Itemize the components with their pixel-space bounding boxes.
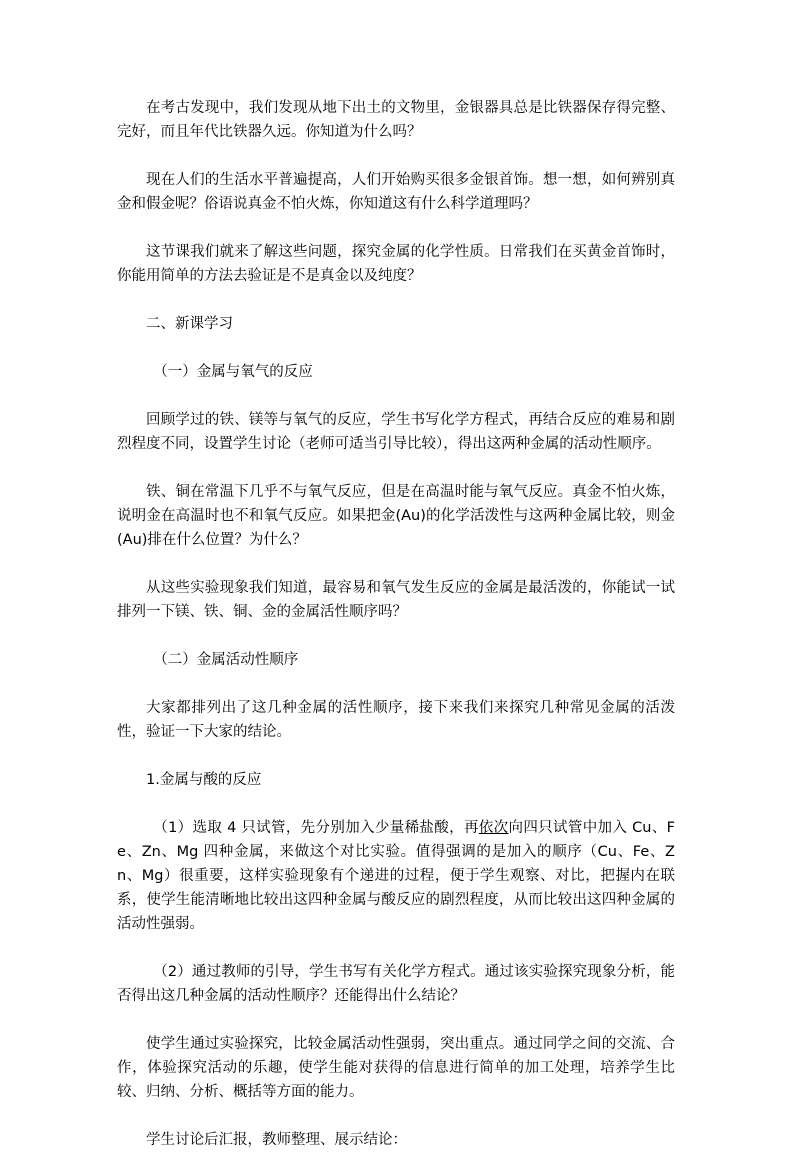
experiment-text-end: 向四只试管中加入 Cu、Fe、Zn、Mg 四种金属，来做这个对比实验。值得强调的是加入的顺序（Cu、Fe、Zn、Mg）很重要，这样实验现象有个递进的过程，便于学生观察、对比，把握内在联系，使学生能清晰地比较出这四种金属与酸反应的剧烈程度，从而比较出这四种金属的活动性强弱。: [117, 820, 676, 932]
paragraph-explore-metals: 大家都排列出了这几种金属的活性顺序，接下来我们来探究几种常见金属的活泼性，验证一下大家的结论。: [117, 700, 675, 740]
paragraph-lesson-intro: 这节课我们就来了解这些问题，探究金属的化学性质。日常我们在买黄金首饰时，你能用简单的方法去验证是不是真金以及纯度？: [117, 244, 675, 284]
experiment-text-start: （1）选取 4 只试管，先分别加入少量稀盐酸，再: [153, 820, 479, 836]
heading-metal-acid: 1.金属与酸的反应: [146, 772, 262, 788]
paragraph-jewelry: 现在人们的生活水平普遍提高，人们开始购买很多金银首饰。想一想，如何辨别真金和假金呢？俗语说真金不怕火炼，你知道这有什么科学道理吗？: [117, 172, 675, 212]
document-page: [117, 96, 675, 1176]
paragraph-objectives: 使学生通过实验探究，比较金属活动性强弱，突出重点。通过同学之间的交流、合作，体验探究活动的乐趣，使学生能对获得的信息进行简单的加工处理，培养学生比较、归纳、分析、概括等方面的能力。: [117, 1036, 675, 1100]
paragraph-iron-copper: 铁、铜在常温下几乎不与氧气反应，但是在高温时能与氧气反应。真金不怕火炼，说明金在高温时也不和氧气反应。如果把金(Au)的化学活泼性与这两种金属比较，则金(Au)排在什么位置？为什么？: [117, 484, 675, 548]
paragraph-report: 学生讨论后汇报，教师整理、展示结论：: [146, 1132, 407, 1148]
paragraph-equations: （2）通过教师的引导，学生书写有关化学方程式。通过该实验探究现象分析，能否得出这几种金属的活动性顺序？还能得出什么结论？: [117, 964, 675, 1004]
heading-metal-oxygen: （一）金属与氧气的反应: [153, 364, 313, 380]
paragraph-archaeology: 在考古发现中，我们发现从地下出土的文物里，金银器具总是比铁器保存得完整、完好，而且年代比铁器久远。你知道为什么吗？: [117, 100, 675, 140]
underlined-word: 依次: [478, 820, 509, 836]
paragraph-order-try: 从这些实验现象我们知道，最容易和氧气发生反应的金属是最活泼的，你能试一试排列一下镁、铁、铜、金的金属活性顺序吗？: [117, 580, 675, 620]
paragraph-review-reactions: 回顾学过的铁、镁等与氧气的反应，学生书写化学方程式，再结合反应的难易和剧烈程度不同，设置学生讨论（老师可适当引导比较），得出这两种金属的活动性顺序。: [117, 412, 675, 452]
heading-activity-order: （二）金属活动性顺序: [153, 652, 299, 668]
heading-new-lesson: 二、新课学习: [146, 316, 233, 332]
paragraph-experiment-steps: [117, 816, 675, 936]
